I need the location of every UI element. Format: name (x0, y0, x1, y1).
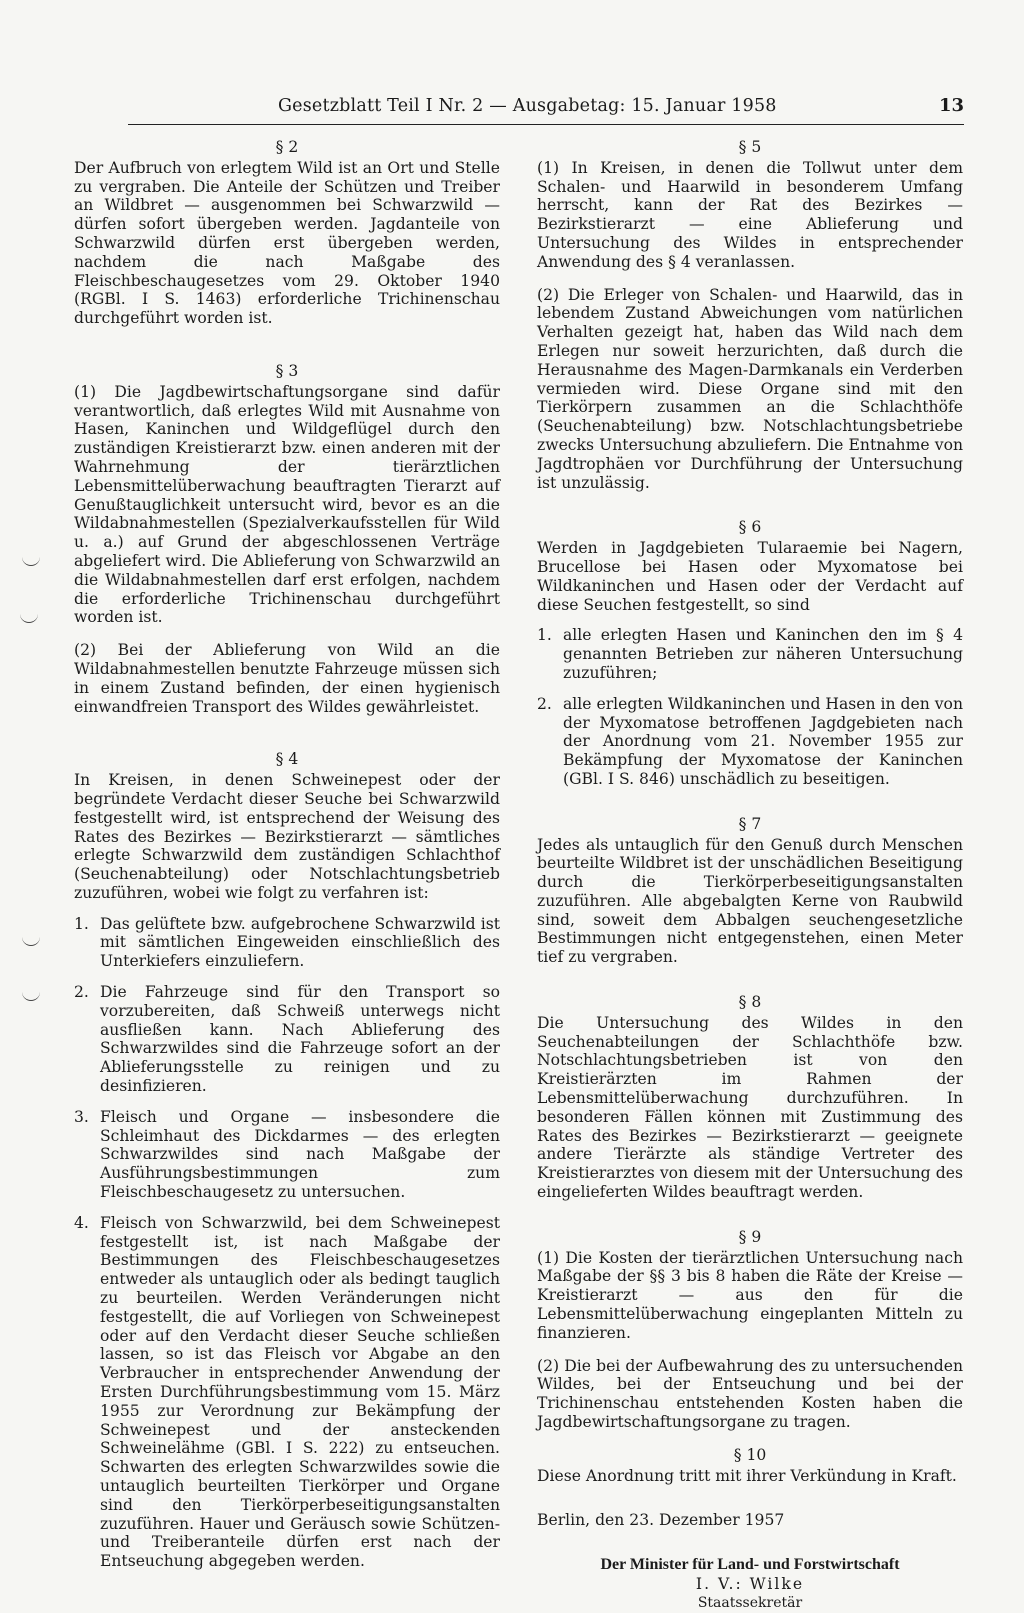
section-heading: § 2 (275, 138, 299, 156)
list-item: 4. Fleisch von Schwarzwild, bei dem Schweinepest festgestellt ist, ist nach Maßgabe der Bestimmungen des Fleischbeschaugesetzes entweder als untauglich oder als bedingt tauglich zu beurteilen. Werden Veränderungen nicht festgestellt, die auf Vorliegen von Schweinepest oder auf den Verdacht dieser Seuche schließen lassen, so ist das Fleisch vor Abgabe an den Verbraucher in entsprechender Anwendung der Ersten Durchführungsbestimmung vom 15. März 1955 zur Verordnung zur Bekämpfung der Schweinepest und der ansteckenden Schweinelähme (GBl. I S. 222) zu entseuchen. Schwarten des erlegten Schwarzwildes sowie die untauglich beurteilten Tierkörper und Organe sind den Tierkörperbeseitigungsanstalten zuzuführen. Hauer und Geräusch sowie Schützen- und Treiberanteile dürfen erst nach der Entseuchung abgegeben werden. (74, 1213, 500, 1571)
section-heading: § 6 (738, 518, 762, 537)
paragraph: (1) In Kreisen, in denen die Tollwut unter dem Schalen- und Haarwild in besonderem Umfang herrscht, kann der Rat des Bezirkes — Bezirkstierarzt — eine Ablieferung und Untersuchung des Wildes in entsprechender Anwendung des § 4 veranlassen. (537, 158, 963, 271)
signature-title: Der Minister für Land- und Forstwirtschaft (600, 1556, 900, 1574)
section-heading: § 8 (738, 993, 762, 1012)
section-heading: § 10 (733, 1445, 767, 1464)
margin-mark (22, 990, 40, 1001)
margin-mark (20, 612, 38, 623)
signature-block (537, 1556, 963, 1612)
paragraph: Jedes als untauglich für den Genuß durch Menschen beurteilte Wildbret ist der unschädlichen Beseitigung durch die Tierkörperbeseitigungsanstalten zuzuführen. Alle abgebalgten Kerne von Raubwild sind, soweit dem Abbalgen seuchengesetzliche Bestimmungen nicht entgegenstehen, einen Meter tief zu vergraben. (537, 835, 963, 967)
paragraph: (2) Die Erleger von Schalen- und Haarwild, das in lebendem Zustand Abweichungen vom natürlichen Verhalten gezeigt hat, haben das Wild nach dem Erlegen nur soweit herzurichten, daß durch die Herausnahme des Magen-Darmkanals ein Verderben vermieden wird. Diese Organe sind mit den Tierkörpern zusammen an die Schlachthöfe (Seuchenabteilung) bzw. Notschlachtungsbetriebe zwecks Untersuchung abzuliefern. Die Entnahme von Jagdtrophäen vor Durchführung der Untersuchung ist unzulässig. (537, 285, 963, 492)
paragraph: Werden in Jagdgebieten Tularaemie bei Nagern, Brucellose bei Hasen oder Myxomatose bei Wildkaninchen und Hasen oder der Verdacht auf diese Seuchen festgestellt, so sind (537, 539, 963, 614)
left-column (74, 138, 500, 1571)
list-item: 2. Die Fahrzeuge sind für den Transport so vorzubereiten, daß Schweiß unterwegs nicht ausfließen kann. Nach Ablieferung des Schwarzwildes sind die Fahrzeuge sofort an der Ablieferungsstelle zu reinigen und zu desinfizieren. (74, 983, 500, 1096)
paragraph: Die Untersuchung des Wildes in den Seuchenabteilungen der Schlachthöfe bzw. Notschlachtungsbetrieben ist von den Kreistierärzten im Rahmen der Lebensmittelüberwachung durchzuführen. In besonderen Fällen können mit Zustimmung des Rates des Bezirkes — Bezirkstierarzt — geeignete andere Tierärzte als ständige Vertreter des Kreistierarztes von diesem mit der Untersuchung des eingelieferten Wildes beauftragt werden. (537, 1013, 963, 1202)
signature-role: Staatssekretär (697, 1594, 803, 1611)
paragraph: (2) Die bei der Aufbewahrung des zu untersuchenden Wildes, bei der Entseuchung und bei der Trichinenschau entstehenden Kosten haben die Jagdbewirtschaftungsorgane zu tragen. (537, 1356, 963, 1432)
section-heading: § 5 (738, 138, 762, 156)
paragraph: (2) Bei der Ablieferung von Wild an die Wildabnahmestellen benutzte Fahrzeuge müssen sich in einem Zustand befinden, der einen hygienisch einwandfreien Transport des Wildes gewährleistet. (74, 641, 500, 716)
page-number: 13 (938, 95, 964, 116)
paragraph: Diese Anordnung tritt mit ihrer Verkündung in Kraft. (537, 1466, 957, 1485)
page-header (128, 96, 964, 125)
paragraph: In Kreisen, in denen Schweinepest oder der begründete Verdacht dieser Seuche bei Schwarzwild festgestellt wird, ist entsprechend der Weisung des Rates des Bezirkes — Bezirkstierarzt — sämtliches erlegte Schwarzwild dem zuständigen Schlachthof (Seuchenabteilung) oder Notschlachtungsbetrieb zuzuführen, wobei wie folgt zu verfahren ist: (74, 771, 500, 902)
section-heading: § 9 (738, 1227, 762, 1246)
place-date: Berlin, den 23. Dezember 1957 (537, 1511, 785, 1530)
paragraph: (1) Die Kosten der tierärztlichen Untersuchung nach Maßgabe der §§ 3 bis 8 haben die Räte der Kreise — Kreistierarzt — aus den für die Lebensmittelüberwachung eingeplanten Mitteln zu finanzieren. (537, 1248, 963, 1342)
margin-mark (22, 555, 40, 566)
section-heading: § 7 (738, 814, 762, 833)
list-item: 1. alle erlegten Hasen und Kaninchen den im § 4 genannten Betrieben zur näheren Untersuchung zuzuführen; (537, 626, 963, 682)
signature-name: I. V.: Wilke (695, 1575, 805, 1593)
header-title: Gesetzblatt Teil I Nr. 2 — Ausgabetag: 15. Januar 1958 (278, 96, 777, 116)
list-item: 2. alle erlegten Wildkaninchen und Hasen in den von der Myxomatose betroffenen Jagdgebieten nach der Anordnung vom 21. November 1955 zur Bekämpfung der Myxomatose der Kaninchen (GBl. I S. 846) unschädlich zu beseitigen. (537, 694, 963, 788)
margin-mark (22, 935, 40, 946)
paragraph: Der Aufbruch von erlegtem Wild ist an Ort und Stelle zu vergraben. Die Anteile der Schützen und Treiber an Wildbret — ausgenommen bei Schwarzwild — dürfen sofort übergeben werden. Jagdanteile von Schwarzwild dürfen erst übergeben werden, nachdem die nach Maßgabe des Fleischbeschaugesetzes vom 29. Oktober 1940 (RGBl. I S. 1463) erforderliche Trichinenschau durchgeführt worden ist. (74, 158, 500, 328)
section-heading: § 4 (275, 750, 299, 769)
paragraph: (1) Die Jagdbewirtschaftungsorgane sind dafür verantwortlich, daß erlegtes Wild mit Ausnahme von Hasen, Kaninchen und Wildgeflügel durch den zuständigen Kreistierarzt bzw. einen anderen mit der Wahrnehmung der tierärztlichen Lebensmittelüberwachung beauftragten Tierarzt auf Genußtauglichkeit untersucht wird, bevor es an die Wildabnahmestellen (Spezialverkaufsstellen für Wild u. a.) auf Grund der abgeschlossenen Verträge abgeliefert wird. Die Ablieferung von Schwarzwild an die Wildabnahmestellen darf erst erfolgen, nachdem die erforderliche Trichinenschau durchgeführt worden ist. (74, 382, 500, 627)
right-column (537, 138, 963, 1613)
list-item: 3. Fleisch und Organe — insbesondere die Schleimhaut des Dickdarmes — des erlegten Schwarzwildes sind nach Maßgabe der Ausführungsbestimmungen zum Fleischbeschaugesetz zu untersuchen. (74, 1107, 500, 1202)
section-heading: § 3 (275, 361, 299, 380)
list-item: 1. Das gelüftete bzw. aufgebrochene Schwarzwild ist mit sämtlichen Eingeweiden einschließlich des Unterkiefers einzuliefern. (74, 914, 500, 971)
